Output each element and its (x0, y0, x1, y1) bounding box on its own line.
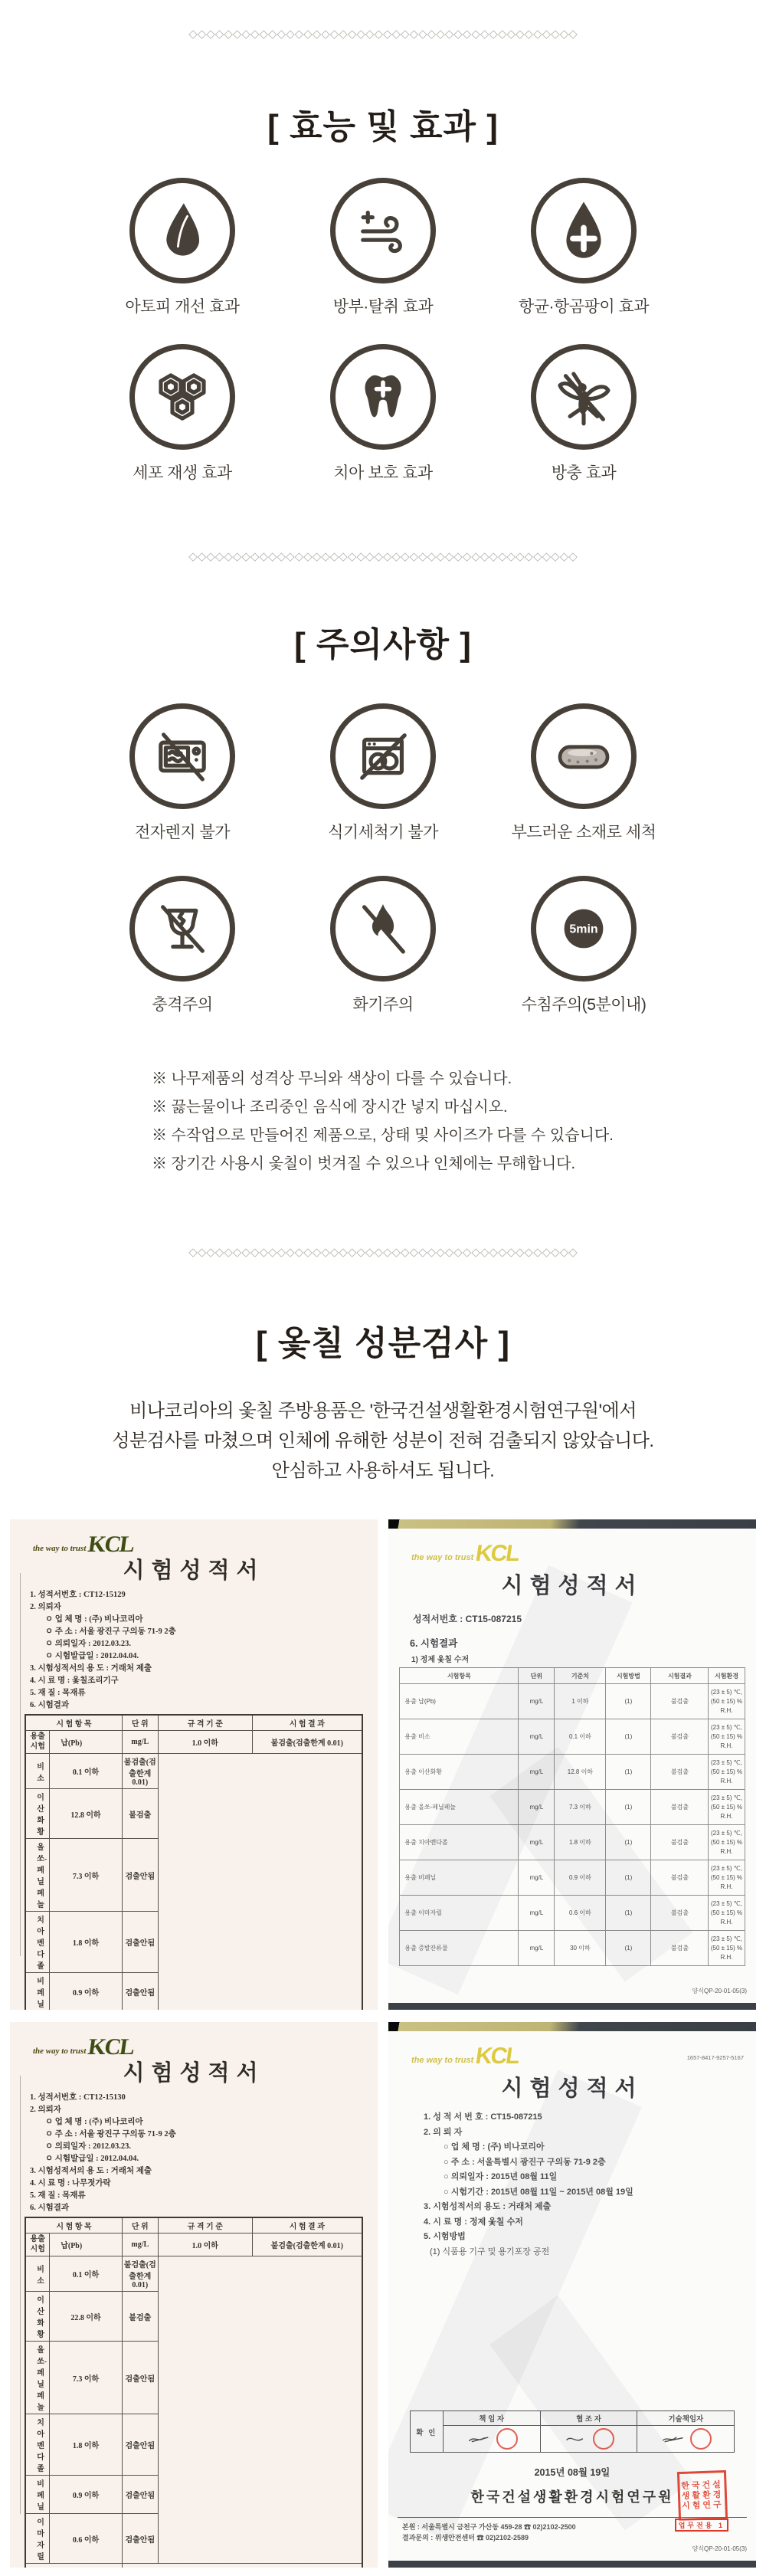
table-row: 올쏘-페닐페놀 7.3 이하 검출안됨 (25, 1839, 362, 1912)
certificate-title: 시험성적서 (501, 2076, 643, 2101)
table-row: 용출 비페닐 mg/L 0.9 이하 (1) 불검출 (23 ± 5) ℃, (50 ± 15) % R.H. (400, 1860, 745, 1896)
diamond-divider-top: ◇◇◇◇◇◇◇◇◇◇◇◇◇◇◇◇◇◇◇◇◇◇◇◇◇◇◇◇◇◇◇◇◇◇◇◇◇◇◇◇◇◇◇◇ (188, 28, 578, 41)
signature-cell (637, 2426, 734, 2452)
report-number: 성적서번호 : CT15-087215 (413, 1614, 522, 1624)
certificate-ct12-15130 (10, 2022, 378, 2568)
test-result-table: 시 험 항 목 단 위 규 격 기 준 시 험 결 과 용출 시험 납(Pb) mg/L 1.0 이하 불검출(검출한계 0.01) 비소 0.1 이하 불검출(검출한계 0.01) 이산화황 12.8 이하 불검출 올쏘-페닐페놀 7.3 이하 검출안됨 치아벤다졸 1.8 이하 검출안됨 비페닐 0.9 이하 검출안됨 (25, 1714, 363, 2010)
table-row: 용출 증발잔류물 mg/L 30 이하 (1) 불검출 (23 ± 5) ℃, (50 ± 15) % R.H. (400, 1931, 745, 1966)
red-seal-stamp: 한국건설 생활환경 시험연구 (677, 2470, 728, 2521)
document-serial: 1657-8417-9257-5167 (686, 2054, 744, 2061)
table-row: 이마자릴 0.6 이하 검출안됨 (25, 2514, 362, 2564)
effect-label: 아토피 개선 효과 (125, 298, 240, 316)
table-row: 비페닐 0.9 이하 검출안됨 (25, 1973, 362, 2011)
table-row: 용출 올쏘-페닐페놀 mg/L 7.3 이하 (1) 불검출 (23 ± 5) ℃, (50 ± 15) % R.H. (400, 1790, 745, 1825)
table-row: 용출 비소 mg/L 0.1 이하 (1) 불검출 (23 ± 5) ℃, (50 ± 15) % R.H. (400, 1719, 745, 1755)
caution-card-dishwasher (283, 703, 483, 842)
signature-scribble (562, 2433, 590, 2445)
result-heading: 6. 시험결과 (410, 1638, 458, 1649)
form-number: 양식QP-20-01-05(3) (692, 2545, 747, 2552)
report-number: 1. 성 적 서 번 호 : CT15-087215 (424, 2112, 542, 2122)
test-result-table: 시 험 항 목 단 위 규 격 기 준 시 험 결 과 용출 시험 납(Pb) mg/L 1.0 이하 불검출(검출한계 0.01) 비소 0.1 이하 불검출(검출한계 0.01) 이산화황 22.8 이하 불검출 올쏘-페닐페놀 7.3 이하 검출안됨 치아벤다졸 1.8 이하 검출안됨 비페닐 0.9 이하 검출안됨 이마자릴 0.6 이하 검출안됨 (25, 2217, 363, 2568)
table-row: 치아벤다졸 1.8 이하 검출안됨 (25, 1912, 362, 1973)
caution-label: 충격주의 (152, 996, 213, 1014)
role-header: 책 임 자 (444, 2411, 540, 2426)
certificate-ct12-15129 (10, 1519, 378, 2010)
caution-note-line: ※ 나무제품의 성격상 무늬와 색상이 다를 수 있습니다. (152, 1070, 512, 1087)
confirmation-table: 확 인 책 임 자 협 조 자 기술책임자 (410, 2410, 735, 2453)
caution-label: 수침주의(5분이내) (521, 996, 647, 1014)
table-row: 용출 납(Pb) mg/L 1 이하 (1) 불검출 (23 ± 5) ℃, (50 ± 15) % R.H. (400, 1684, 745, 1719)
certificate-info: 1. 성적서번호 : CT12-15130 2. 의뢰자 ㅇ 업 체 명 : (주) 비나코리아 ㅇ 주 소 : 서울 광진구 구의동 71-9 2층 ㅇ 의뢰일자 : 2012.03.23. ㅇ 시험발급일 : 2012.04.04. 3. 시험성적서의 용 도 : 거래처 제출 4. 시 료 명 : 나무젓가락 5. 재 질 : 목재류 6. 시험결과 (30, 2092, 365, 2214)
test-result-table: 시험항목 단위 기준치 시험방법 시험결과 시험환경 용출 납(Pb) mg/L 1 이하 (1) 불검출 (23 ± 5) ℃, (50 ± 15) % R.H. 용출 비소 mg/L 0.1 이하 (1) 불검출 (23 ± 5) ℃, (50 ± 15) % R.H. 용출 이산화황 mg/L 12.8 이하 (1) 불검출 (23 ± 5) ℃, (50 ± 15) % R.H. 용출 올쏘-페닐페놀 mg/L 7.3 이하 (1) 불검출 (23 ± 5) ℃, (50 ± 15) % R.H. 용출 치아벤다졸 mg/L 1.8 이하 (1) 불검출 (23 ± 5) ℃, (50 ± 15) % R.H. 용출 비페닐 mg/L 0.9 이하 (1) 불검출 (23 ± 5) ℃, (50 ± 15) % R.H. 용출 이마자릴 mg/L 0.6 이하 (1) 불검출 (23 ± 5) ℃, (50 ± 15) % R.H. 용출 증발잔류물 mg/L 30 이하 (1) 불검출 (23 ± 5) ℃, (50 ± 15) % R.H. (399, 1667, 745, 1966)
report-number: 1. 성적서번호 : CT12-15130 (30, 2093, 126, 2102)
table-row: 비소 0.1 이하 불검출(검출한계 0.01) (25, 2256, 362, 2292)
kcl-logo: KCL (87, 1532, 136, 1557)
certificates-grid (10, 1519, 756, 2576)
kcl-tagline: the way to trust (33, 2047, 87, 2056)
table-row: 용출 치아벤다졸 mg/L 1.8 이하 (1) 불검출 (23 ± 5) ℃, (50 ± 15) % R.H. (400, 1825, 745, 1860)
five-min-icon (531, 876, 637, 982)
effect-label: 방부·탈취 효과 (332, 298, 434, 316)
wind-icon (330, 178, 436, 283)
caution-label: 화기주의 (352, 996, 414, 1014)
table-row: 용출 이산화황 mg/L 12.8 이하 (1) 불검출 (23 ± 5) ℃, (50 ± 15) % R.H. (400, 1755, 745, 1790)
kcl-tagline: the way to trust (411, 1553, 474, 1562)
table-row: 올쏘-페닐페놀 7.3 이하 검출안됨 (25, 2342, 362, 2414)
caution-label: 부드러운 소재로 세척 (511, 824, 656, 841)
form-number: 양식QP-20-01-05(3) (692, 1988, 747, 1994)
effect-card-deodorize (283, 178, 483, 316)
mosquito-icon (531, 344, 637, 450)
signature-cell (541, 2426, 637, 2452)
red-name-stamp (496, 2428, 518, 2450)
caution-card-shock (82, 876, 283, 1014)
section-title-effects: [ 효능 및 효과 ] (267, 108, 499, 146)
effect-card-tooth (283, 344, 483, 483)
certificate-title: 시험성적서 (501, 1574, 643, 1598)
effect-card-cell (82, 344, 283, 483)
section-title-cautions: [ 주의사항 ] (294, 626, 472, 664)
sponge-icon (531, 703, 637, 809)
caution-note-line: ※ 수작업으로 만들어진 제품으로, 상태 및 사이즈가 다를 수 있습니다. (152, 1127, 614, 1144)
section-title-lacquer-test: [ 옻칠 성분검사 ] (255, 1325, 510, 1362)
certificate-ct15-087215-cover (388, 2022, 756, 2568)
caution-card-microwave (82, 703, 283, 842)
caution-card-fire (283, 876, 483, 1014)
diamond-divider-mid: ◇◇◇◇◇◇◇◇◇◇◇◇◇◇◇◇◇◇◇◇◇◇◇◇◇◇◇◇◇◇◇◇◇◇◇◇◇◇◇◇◇◇◇◇ (188, 550, 578, 563)
kcl-logo: KCL (474, 1541, 521, 1566)
signature-scribble (466, 2433, 493, 2445)
microwave-icon (129, 703, 235, 809)
client-heading: 2. 의뢰자 (30, 2106, 61, 2114)
tooth-icon (330, 344, 436, 450)
caution-label: 식기세척기 불가 (328, 824, 438, 841)
kcl-tagline: the way to trust (33, 1544, 87, 1553)
table-row: 치아벤다졸 1.8 이하 검출안됨 (25, 2414, 362, 2476)
certificate-info: 1. 성 적 서 번 호 : CT15-087215 2. 의 뢰 자 ○ 업 체 명 : (주) 비나코리아 ○ 주 소 : 서울특별시 광진구 구의동 71-9 2층 ○ 의뢰일자 : 2015년 08월 11일 ○ 시험기간 : 2015년 08월 11일 ~ 2015년 08월 19일 3. 시험성적서의 용도 : 거래처 제출 4. 시 료 명 : 정제 옻칠 수저 5. 시험방법 (1) 식품용 기구 및 용기포장 공전 (424, 2110, 741, 2260)
drop-plus-icon (531, 178, 637, 283)
certificate-info: 1. 성적서번호 : CT12-15129 2. 의뢰자 ㅇ 업 체 명 : (주) 비나코리아 ㅇ 주 소 : 서울 광진구 구의동 71-9 2층 ㅇ 의뢰일자 : 2012.03.23. ㅇ 시험발급일 : 2012.04.04. 3. 시험성적서의 용 도 : 거래처 제출 4. 시 료 명 : 옻칠조리기구 5. 재 질 : 목재류 6. 시험결과 (30, 1589, 365, 1712)
effect-label: 항균·항곰팡이 효과 (518, 298, 650, 316)
scan-bottom-bar (388, 2561, 756, 2568)
red-seal-tab: 업무전용 1 (675, 2519, 728, 2532)
kcl-logo: KCL (474, 2043, 521, 2069)
caution-card-sponge (483, 703, 684, 842)
effect-card-insect (483, 344, 684, 483)
table-row: 비페닐 0.9 이하 검출안됨 (25, 2476, 362, 2514)
table-row: 이산화황 22.8 이하 불검출 (25, 2292, 362, 2342)
caution-label: 전자렌지 불가 (134, 824, 231, 841)
effect-label: 세포 재생 효과 (133, 464, 232, 482)
role-header: 협 조 자 (541, 2411, 637, 2426)
scan-top-bar (388, 1519, 756, 1529)
kcl-tagline: the way to trust (411, 2056, 474, 2065)
kcl-logo: KCL (87, 2034, 136, 2060)
description-line: 성분검사를 마쳤으며 인체에 유해한 성분이 전혀 검출되지 않았습니다. (112, 1431, 654, 1451)
issuing-organization: 한국건설생활환경시험연구원 한국건설 생활환경 시험연구 업무전용 1 (388, 2486, 756, 2506)
scan-top-bar (388, 2022, 756, 2031)
kcl-logo-row (411, 1542, 756, 1565)
result-subheading: 1) 정제 옻칠 수저 (411, 1656, 470, 1664)
caution-note-line: ※ 장기간 사용시 옻칠이 벗겨질 수 있으나 인체에는 무해합니다. (152, 1155, 576, 1172)
caution-notes (152, 1065, 766, 1178)
certificate-footer: 본원 : 서울특별시 금천구 가산동 459-28 ☎ 02)2102-2500 결과문의 : 위생안전센터 ☎ 02)2102-2589 (402, 2523, 576, 2542)
issue-date: 2015년 08월 19일 (534, 2467, 611, 2478)
dishwasher-icon (330, 703, 436, 809)
effect-label: 방충 효과 (551, 464, 617, 482)
role-header: 기술책임자 (637, 2411, 734, 2426)
fire-icon (330, 876, 436, 982)
diamond-divider-bottom: ◇◇◇◇◇◇◇◇◇◇◇◇◇◇◇◇◇◇◇◇◇◇◇◇◇◇◇◇◇◇◇◇◇◇◇◇◇◇◇◇◇◇◇◇ (188, 1246, 578, 1259)
cells-hexagon-icon (129, 344, 235, 450)
report-number: 1. 성적서번호 : CT12-15129 (30, 1591, 126, 1599)
effect-label: 치아 보호 효과 (333, 464, 433, 482)
client-heading: 2. 의 뢰 자 (424, 2127, 463, 2137)
red-name-stamp (593, 2428, 614, 2450)
test-group: 용출 시험 (25, 1731, 50, 1754)
caution-note-line: ※ 끓는물이나 조리중인 음식에 장시간 넣지 마십시오. (152, 1099, 508, 1116)
test-group: 용출 시험 (25, 2234, 50, 2256)
table-row: 비소 0.1 이하 불검출(검출한계 0.01) (25, 1754, 362, 1789)
effects-icon-grid (0, 178, 766, 483)
certificate-title: 시험성적서 (123, 2061, 265, 2086)
effect-card-atopy (82, 178, 283, 316)
cautions-icon-grid (0, 703, 766, 1014)
description-line: 비나코리아의 옻칠 주방용품은 '한국건설생활환경시험연구원'에서 (129, 1401, 637, 1421)
client-heading: 2. 의뢰자 (30, 1603, 61, 1611)
certificate-ct15-087215-results (388, 1519, 756, 2010)
lacquer-test-description (0, 1396, 766, 1486)
signature-scribble (660, 2433, 687, 2445)
caution-card-soak (483, 876, 684, 1014)
broken-glass-icon (129, 876, 235, 982)
table-row: 이산화황 12.8 이하 불검출 (25, 1789, 362, 1839)
certificate-title: 시험성적서 (123, 1558, 265, 1583)
five-min-text: 5min (569, 923, 598, 936)
water-drop-leaf-icon (129, 178, 235, 283)
description-line: 안심하고 사용하셔도 됩니다. (271, 1460, 495, 1481)
effect-card-antibacterial (483, 178, 684, 316)
red-name-stamp (690, 2428, 712, 2450)
signature-cell (444, 2426, 540, 2452)
table-row: 용출 이마자릴 mg/L 0.6 이하 (1) 불검출 (23 ± 5) ℃, (50 ± 15) % R.H. (400, 1896, 745, 1931)
scan-bottom-bar (388, 2003, 756, 2010)
